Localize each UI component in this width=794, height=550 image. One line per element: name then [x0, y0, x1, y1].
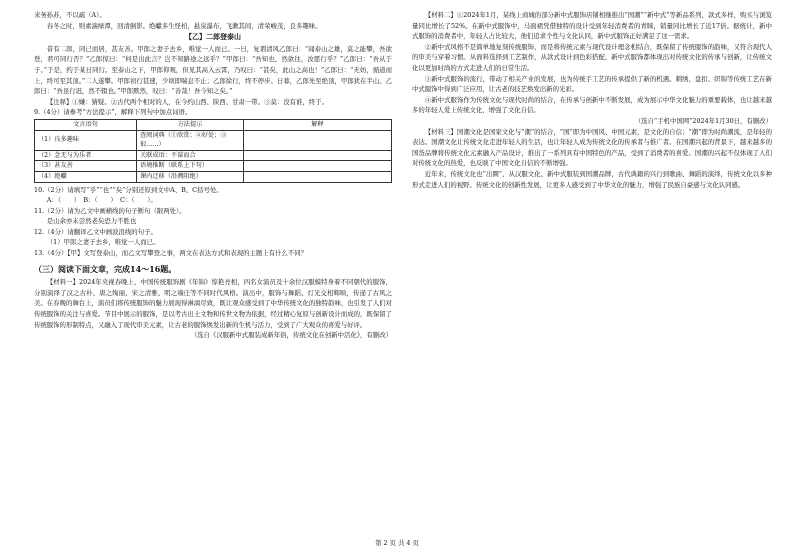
material-1-source: （选自《汉服新中式服装成新年俗，传统文化在创新中活化》，有删改） — [190, 331, 392, 340]
answer-cell — [244, 150, 392, 161]
question-12: 12.（4分）请翻译乙文中画波浪线的句子。 — [34, 227, 157, 236]
material-1: 【材料一】2024年央视春晚上，中国传统服饰剧《年锦》惊艳亮相，四名女演员及十余位汉服模特身着不同朝代的服饰，分别演绎了汉之古朴、唐之绚丽、宋之清雅、明之端庄等不同时代风格。演出中，服饰与舞蹈、灯光交相辉映，传递了古风之美。在春晚的舞台上，演员们将传统服饰的魅力展现得淋漓尽致，既让观众感受到了中华传统文化的独特韵味，也引发了人们对传统服饰的关注与喜爱。节目中展示的服饰，是以考古出土文物和传世文物为依据，经过精心复原与创新设计而成的，既保留了传统服饰的形制特点，又融入了现代审美元素，让古老的服饰焕发出新的生机与活力，受到了广大观众的喜爱与好评。 — [34, 278, 392, 329]
table-cell: （2）念无与为乐者 — [35, 150, 137, 161]
material-3: 【材料三】国潮文化是国家文化与“潮”的结合，“国”即为中国风、中国元素，是文化的自信；“潮”即为时尚潮流，是年轻的表达。国潮文化让传统文化走进年轻人的生活，也让年轻人成为传统文化的传承者与推广者。在国潮兴起的背景下，越来越多的国货品牌将传统文化元素融入产品设计，推出了一系列具有中国特色的产品，受到了消费者的喜爱。国潮的兴起不仅体现了人们对传统文化的热爱，也反映了中国文化自信的不断增强。 — [412, 127, 772, 168]
answer-cell — [244, 161, 392, 172]
table-row — [35, 130, 392, 150]
text-paragraph: 春冬之时，则素湍绿潭，回清倒影。绝巘多生怪柏，悬泉瀑布，飞漱其间，清荣峻茂，良多趣味。 — [46, 21, 322, 30]
right-column — [412, 10, 772, 190]
table-cell: （1）良多趣味 — [35, 130, 137, 150]
table-cell: 关联成语：不谋而合 — [137, 150, 244, 161]
question-11: 11.（2分）请为乙文中画横线的句子断句（限两处）。 — [34, 206, 186, 215]
section-heading: （三）阅读下面文章，完成14～16题。 — [34, 263, 177, 274]
table-row — [35, 171, 392, 182]
table-row — [35, 150, 392, 161]
question-10: 10.（2分）请填写“乎”“也”“矣”分别还原到文中A、B、C括号处。 — [34, 185, 223, 194]
page-footer: 第 2 页 共 4 页 — [375, 539, 419, 547]
passage-title: 【乙】二郎登泰山 — [185, 32, 241, 42]
table-cell: （4）绝巘 — [35, 171, 137, 182]
table-cell: 查阅词典（①欣赏；②好处；③很……） — [137, 130, 244, 150]
material-2-source: （选自“手机中国网”2024年1月30日，有删改） — [634, 116, 772, 125]
table-cell: （3）甚友善 — [35, 161, 137, 172]
table-header-row — [35, 119, 392, 130]
table-header-cell: 解释 — [244, 119, 392, 130]
text-line: 来务孙苏，不以疏（A）。 — [34, 11, 106, 19]
question-11-sentence: 是山余亦未尝然老矣恐力不胜也 — [46, 217, 137, 226]
table-row — [35, 161, 392, 172]
material-2-para: ③新中式服饰的流行，带动了相关产业的发展，也为传统手工艺的传承提供了新的机遇。刺绣、盘扣、织锦等传统工艺在新中式服饰中得到广泛应用，让古老的技艺焕发出新的光彩。 — [412, 74, 772, 94]
question-13: 13.（4分）【甲】文写登泰山，而乙文写攀登之事，两文在表达方式和表现的主题上有什么不同？ — [34, 249, 308, 258]
passage-notes: 【注释】①嫌：猜疑。②古代两个相对的人，在今约山西、陕西、甘肃一带。③莫：没有谁，终于。 — [46, 97, 328, 106]
question-12-sentence: （1）甲郎之妻子去乡，唯觉一人而已。 — [46, 238, 160, 247]
table-cell: 课内迁移（沿溯阻绝） — [137, 171, 244, 182]
table-cell: 语境推断（联系上下句） — [137, 161, 244, 172]
vocab-table — [34, 119, 392, 183]
material-3-para: 近年来，传统文化也“出圈”，从汉服文化、新中式服装到国潮品牌，古代典籍的兴行到歌曲、舞蹈的演绎，传统文化以多种形式走进人们的视野。传统文化的创新性发展，让更多人感受到了中华文化的魅力，增强了民族自豪感与文化认同感。 — [412, 169, 772, 189]
material-2-para: ④新中式服饰作为传统文化与现代时尚的结合，在传承与创新中不断发展，成为展示中华文化魅力的重要载体，也让越来越多的年轻人爱上传统文化，增强了文化自信。 — [412, 95, 772, 115]
table-header-cell: 文言语句 — [35, 119, 137, 130]
table-header-cell: 方法提示 — [137, 119, 244, 130]
question-9: 9.（4分）请参考“方法提示”，解释下列句中加点词语。 — [34, 108, 192, 117]
left-column — [34, 10, 392, 341]
answer-cell — [244, 171, 392, 182]
question-10-blanks: A：（ ） B：（ ） C：（ ）。 — [46, 196, 157, 205]
answer-cell — [244, 130, 392, 150]
material-2-para: ②新中式风格不是简单地复刻传统服饰，而是将传统元素与现代设计理念相结合，既保留了传统服饰的韵味，又符合现代人的审美与穿着习惯。从面料选择到工艺制作，从款式设计到色彩搭配，新中式服饰都体现出对传统文化的传承与创新，让传统文化以更加时尚的方式走进人们的日常生活。 — [412, 42, 772, 72]
material-2: 【材料二】①2024年1月，某线上商城的部分新中式服饰店铺相继推出“国潮”“新中式”等新品系列，款式多样，购买与浏览量同比增长了52%。在新中式服饰中，马面裙凭借独特的设计受到年轻消费者的青睐，销量同比增长了近17倍。据统计，新中式服饰的消费者中，年轻人占比较大，他们追求个性与文化认同，新中式服饰正好满足了这一需求。 — [412, 11, 772, 41]
passage-text: 昔有二郎，同已而居，甚友善。甲郎之妻子去乡，唯觉一人而已。一日，复谓清风乙郎曰：“闻泰山之雄，莫之能攀，吾欲登，君可同行否？”乙郎惊曰：“何是出此言？岂不知路途之远乎？”甲郎曰：“吾知也，然欲往，汝愿行乎？”乙郎曰：“吾从于子。”于是，约于某日同行。至泰山之下，甲郎仰观，但见其高入云霄，乃叹曰：“甚矣，此山之高也！”乙郎曰：“无妨，循道而上，终可至其顶。”二人遂攀。甲郎初行甚速，少顷即喘息不止；乙郎徐行，终不停步。日暮，乙郎先至绝顶，甲郎犹在半山。乙郎曰：“吾虽行迟，然不辍也。”甲郎默然，叹曰：“善哉！吾今知之矣。” — [34, 44, 392, 96]
